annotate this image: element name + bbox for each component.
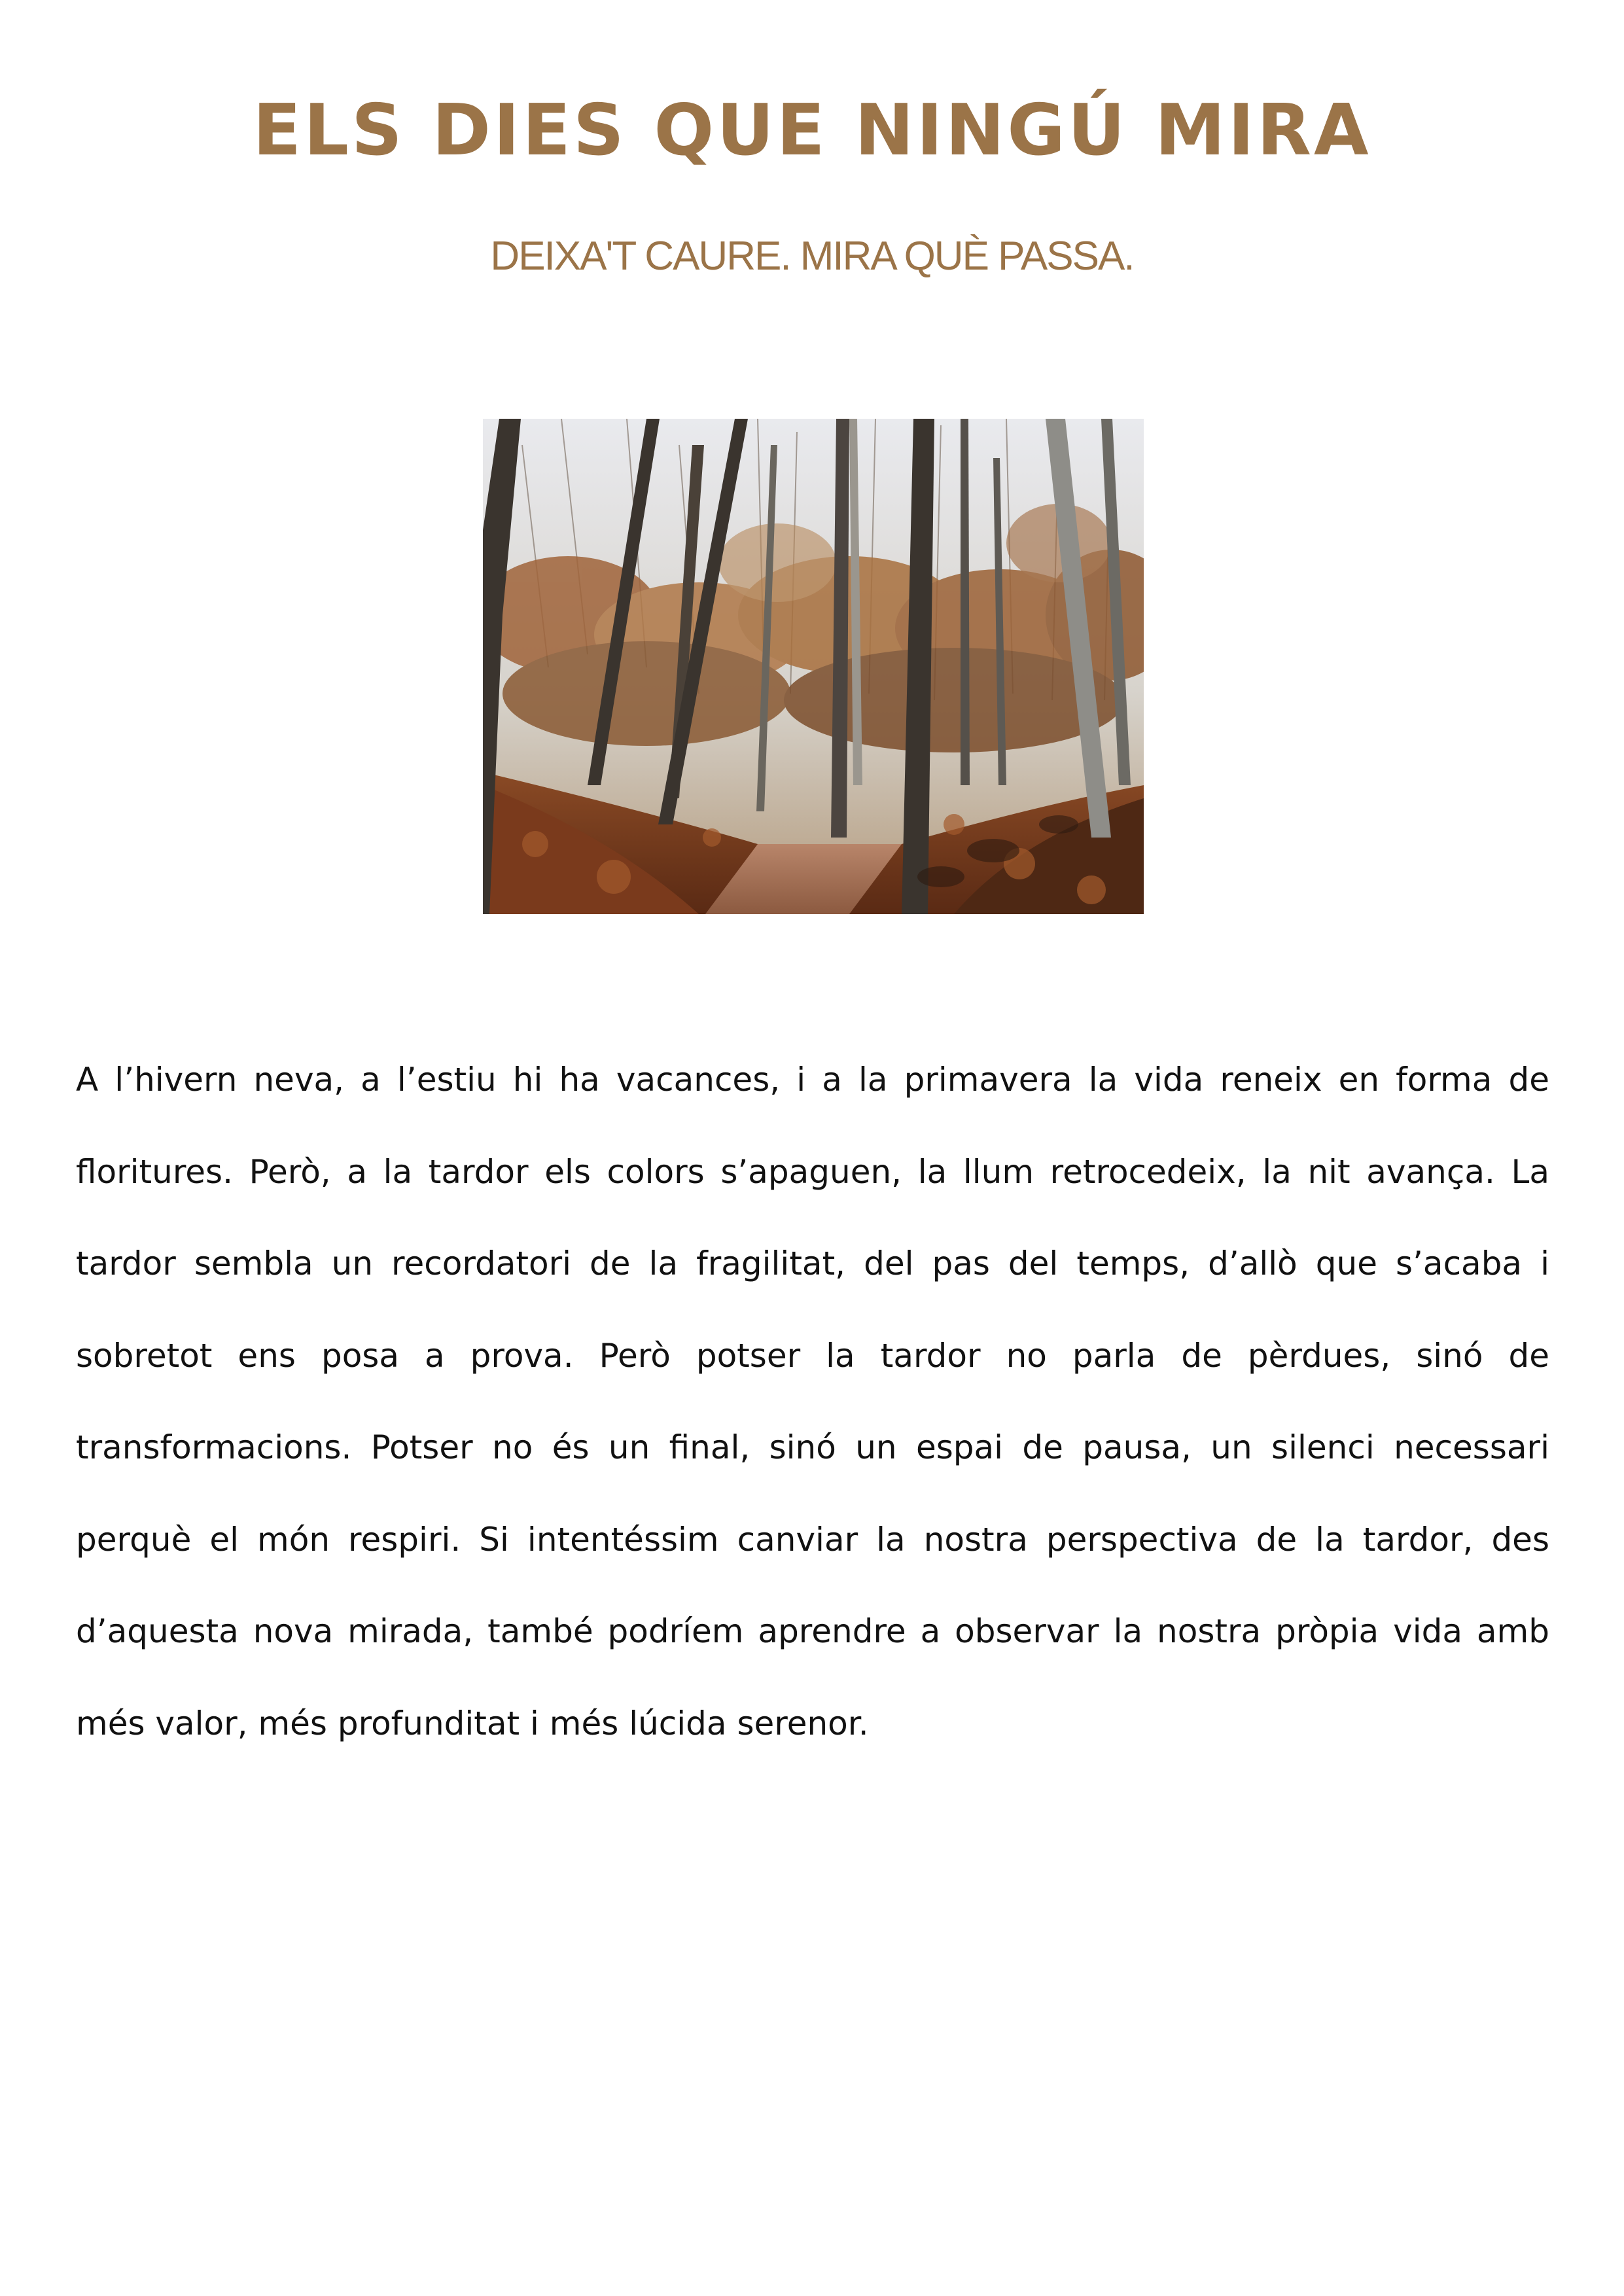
autumn-forest-photo (483, 419, 1144, 914)
page-subtitle: DEIXA'T CAURE. MIRA QUÈ PASSA. (490, 234, 1134, 279)
page-title: ELS DIES QUE NINGÚ MIRA (253, 90, 1371, 171)
body-paragraph: A l’hivern neva, a l’estiu hi ha vacances, i a la primavera la vida reneix en forma de floritures. Però, a la tardor els colors s’apaguen, la llum retrocedeix, la nit avança. La tardor sembla un recordatori de la fragilitat, del pas del temps, d’allò que s’acaba i sobretot ens posa a prova. Però potser la tardor no parla de pèrdues, sinó de transformacions. Potser no és un final, sinó un espai de pausa, un silenci necessari perquè el món respiri. Si intentéssim canviar la nostra perspectiva de la tardor, des d’aquesta nova mirada, també podríem aprendre a observar la nostra pròpia vida amb més valor, més profunditat i més lúcida serenor. (76, 1061, 1549, 1742)
